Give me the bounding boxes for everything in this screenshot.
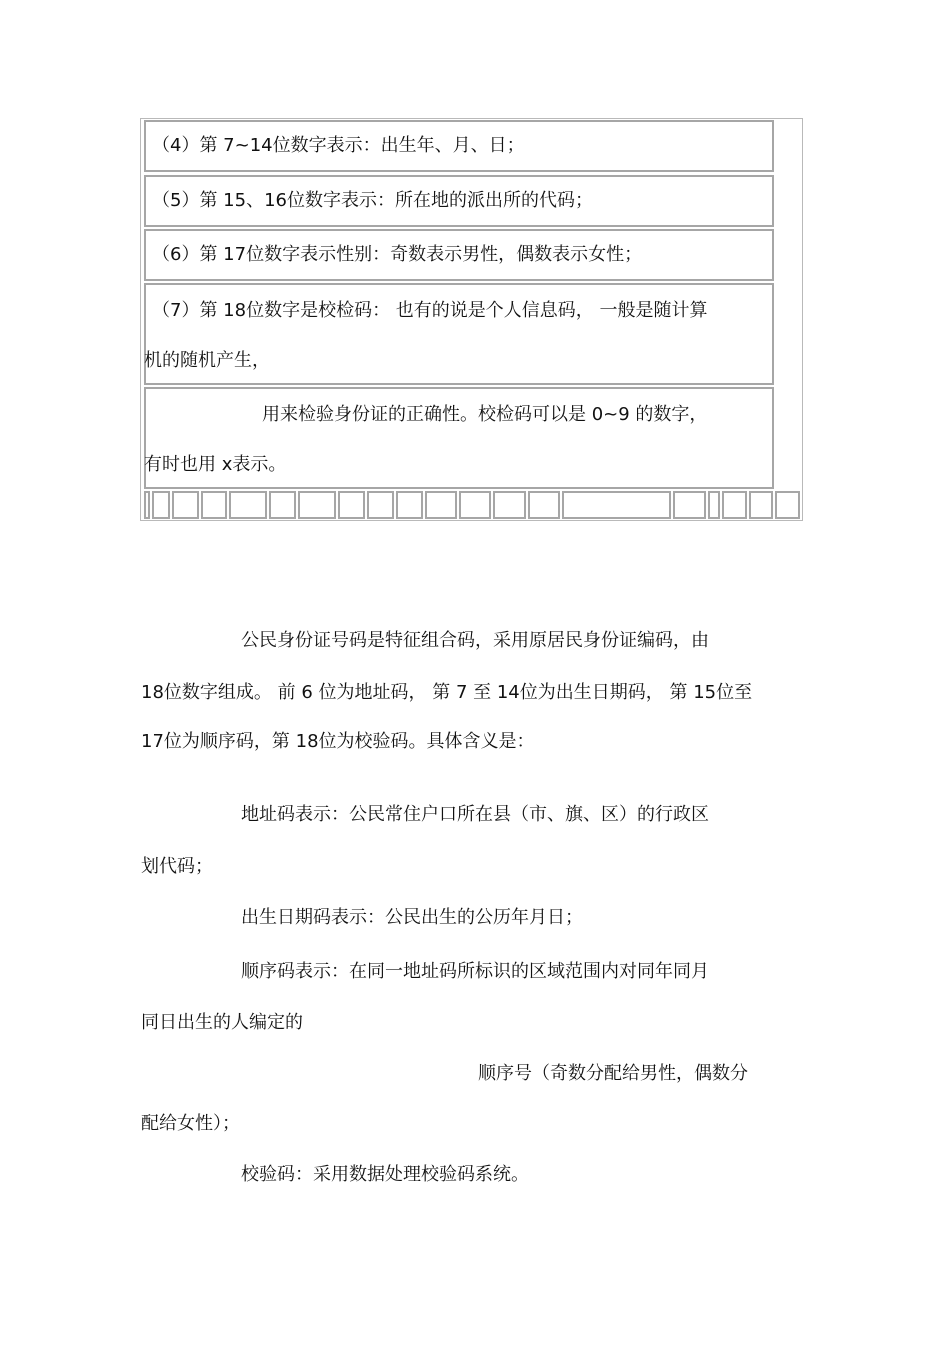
row-6-text: （6）第 17位数字表示性别：奇数表示男性，偶数表示女性；	[152, 244, 643, 265]
sequence-number-line-2: 配给女性）；	[141, 1113, 240, 1134]
grid-cell	[775, 491, 800, 519]
grid-cell	[396, 491, 423, 519]
grid-cell	[338, 491, 365, 519]
grid-cell	[493, 491, 526, 519]
grid-cell	[269, 491, 296, 519]
grid-cell	[298, 491, 336, 519]
grid-cell	[229, 491, 267, 519]
table-row	[144, 229, 774, 281]
birth-date-code-line: 出生日期码表示：公民出生的公历年月日；	[241, 907, 583, 928]
address-code-line-2: 划代码；	[141, 856, 213, 877]
grid-cell	[528, 491, 560, 519]
row-7-text-line2: 机的随机产生，	[144, 350, 270, 371]
sequence-code-line-2: 同日出生的人编定的	[141, 1012, 303, 1033]
table-row	[144, 120, 774, 172]
grid-cell	[673, 491, 706, 519]
grid-cell	[152, 491, 170, 519]
intro-line-3: 17位为顺序码，第 18位为校验码。具体含义是：	[141, 731, 535, 752]
sequence-number-line-1: 顺序号（奇数分配给男性，偶数分	[478, 1063, 748, 1084]
grid-cell	[749, 491, 773, 519]
grid-cell	[722, 491, 747, 519]
grid-cell	[144, 491, 150, 519]
table-row	[144, 387, 774, 489]
grid-cell	[708, 491, 720, 519]
grid-cell	[201, 491, 227, 519]
intro-line-2: 18位数字组成。 前 6 位为地址码， 第 7 至 14位为出生日期码， 第 15位至	[141, 682, 753, 703]
intro-line-1: 公民身份证号码是特征组合码，采用原居民身份证编码，由	[241, 630, 709, 651]
grid-cell	[459, 491, 491, 519]
sequence-code-line-1: 顺序码表示：在同一地址码所标识的区域范围内对同年同月	[241, 961, 709, 982]
grid-cell	[172, 491, 199, 519]
row-8-text-line2: 有时也用 x表示。	[144, 454, 287, 475]
table-row	[144, 175, 774, 227]
grid-cell	[562, 491, 671, 519]
row-8-text-line1: 用来检验身份证的正确性。校检码可以是 0~9 的数字，	[262, 404, 708, 425]
row-7-text-line1: （7）第 18位数字是校检码： 也有的说是个人信息码， 一般是随计算	[152, 300, 708, 321]
table-row	[144, 283, 774, 385]
address-code-line-1: 地址码表示：公民常住户口所在县（市、旗、区）的行政区	[241, 804, 709, 825]
row-4-text: （4）第 7~14位数字表示：出生年、月、日；	[152, 135, 525, 156]
grid-cell	[425, 491, 457, 519]
row-5-text: （5）第 15、16位数字表示：所在地的派出所的代码；	[152, 190, 593, 211]
grid-cell	[367, 491, 394, 519]
check-code-line: 校验码：采用数据处理校验码系统。	[241, 1164, 529, 1185]
